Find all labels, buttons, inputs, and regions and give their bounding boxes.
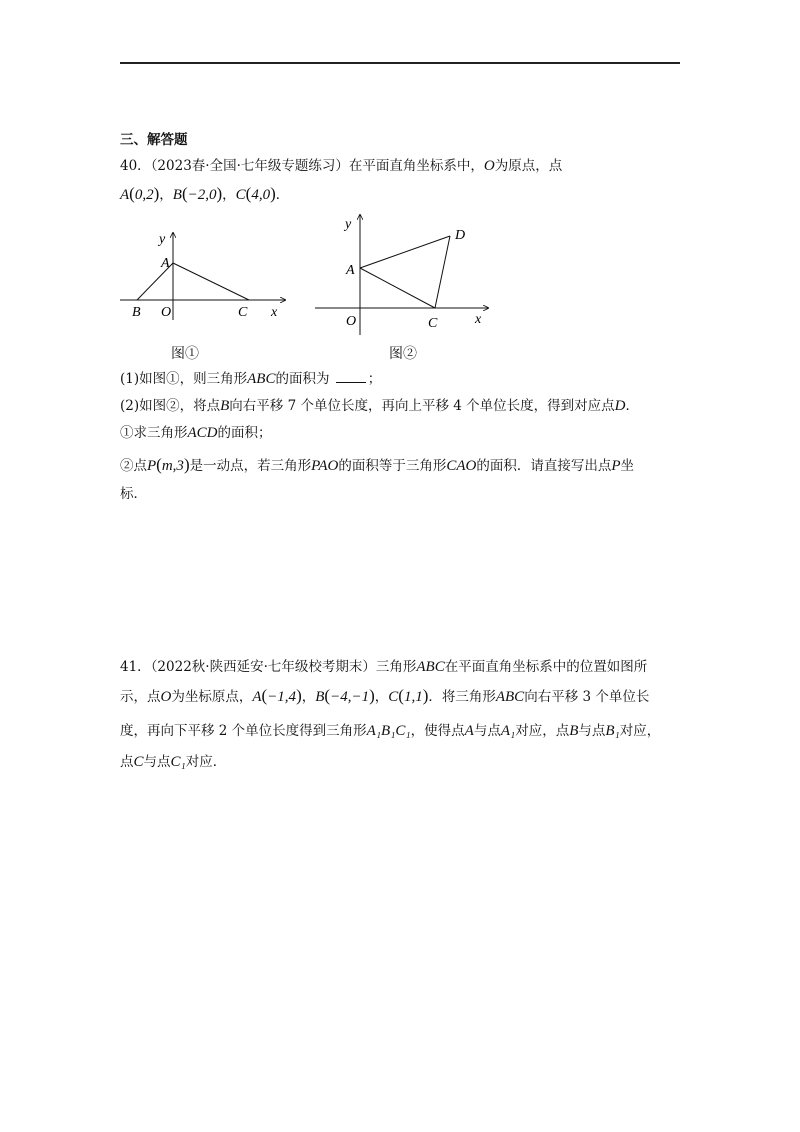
- q41-line-2: 示，点O为坐标原点，A(−1,4)，B(−4,−1)，C(1,1)．将三角形ABC向右平移 3 个单位长: [120, 686, 650, 705]
- q41-number: 41．: [120, 659, 151, 675]
- fig1-label-b: B: [132, 305, 141, 320]
- q40-part-1: (1)如图①，则三角形ABC的面积为 ；: [120, 371, 382, 387]
- q40-sub-2: ②点P(m,3)是一动点，若三角形PAO的面积等于三角形CAO的面积．请直接写出点P坐: [120, 455, 635, 474]
- answer-blank[interactable]: [336, 370, 366, 383]
- header-rule: [120, 62, 680, 64]
- q41-line-3: 度，再向下平移 2 个单位长度得到三角形A₁B₁C₁，使得点A与点A₁对应，点B与点B₁对应，: [120, 723, 661, 739]
- fig2-caption: 图②: [389, 346, 417, 362]
- fig1-segment-ac: [173, 263, 249, 300]
- figure-1: [115, 225, 295, 325]
- q41-line-1: 41．（2022秋·陕西延安·七年级校考期末）三角形ABC在平面直角坐标系中的位置如图所: [120, 659, 648, 675]
- q41-source: （2022秋·陕西延安·七年级校考期末）: [150, 659, 376, 675]
- fig2-label-d: D: [455, 228, 466, 243]
- section-title: 三、解答题: [120, 132, 188, 148]
- fig2-segment-ad: [360, 236, 450, 268]
- fig2-label-y: y: [345, 217, 352, 232]
- q40-line-1: 40．（2023春·全国·七年级专题练习）在平面直角坐标系中，O为原点，点: [120, 158, 563, 174]
- q40-source: （2023春·全国·七年级专题练习）: [150, 158, 349, 174]
- fig2-label-x: x: [475, 312, 482, 327]
- fig2-segment-ac: [360, 268, 435, 308]
- fig1-label-o: O: [161, 305, 172, 320]
- fig2-segment-dc: [435, 236, 450, 308]
- fig1-caption: 图①: [171, 346, 199, 362]
- fig1-label-x: x: [271, 305, 278, 320]
- fig1-label-a: A: [161, 256, 170, 271]
- fig2-label-o: O: [346, 314, 357, 329]
- q40-part-2: (2)如图②，将点B向右平移 7 个单位长度，再向上平移 4 个单位长度，得到对应点D．: [120, 398, 639, 414]
- q40-number: 40．: [120, 158, 151, 174]
- q40-line-2: A(0,2)，B(−2,0)，C(4,0)．: [120, 184, 290, 203]
- q41-line-4: 点C与点C₁对应．: [120, 754, 227, 770]
- fig1-label-c: C: [238, 305, 248, 320]
- q40-sub-1: ①求三角形ACD的面积；: [120, 425, 272, 441]
- fig2-label-a: A: [346, 263, 355, 278]
- fig2-label-c: C: [428, 316, 438, 331]
- figure-2: [310, 210, 495, 335]
- fig1-label-y: y: [159, 232, 166, 247]
- q40-sub-2-cont: 标．: [120, 486, 147, 502]
